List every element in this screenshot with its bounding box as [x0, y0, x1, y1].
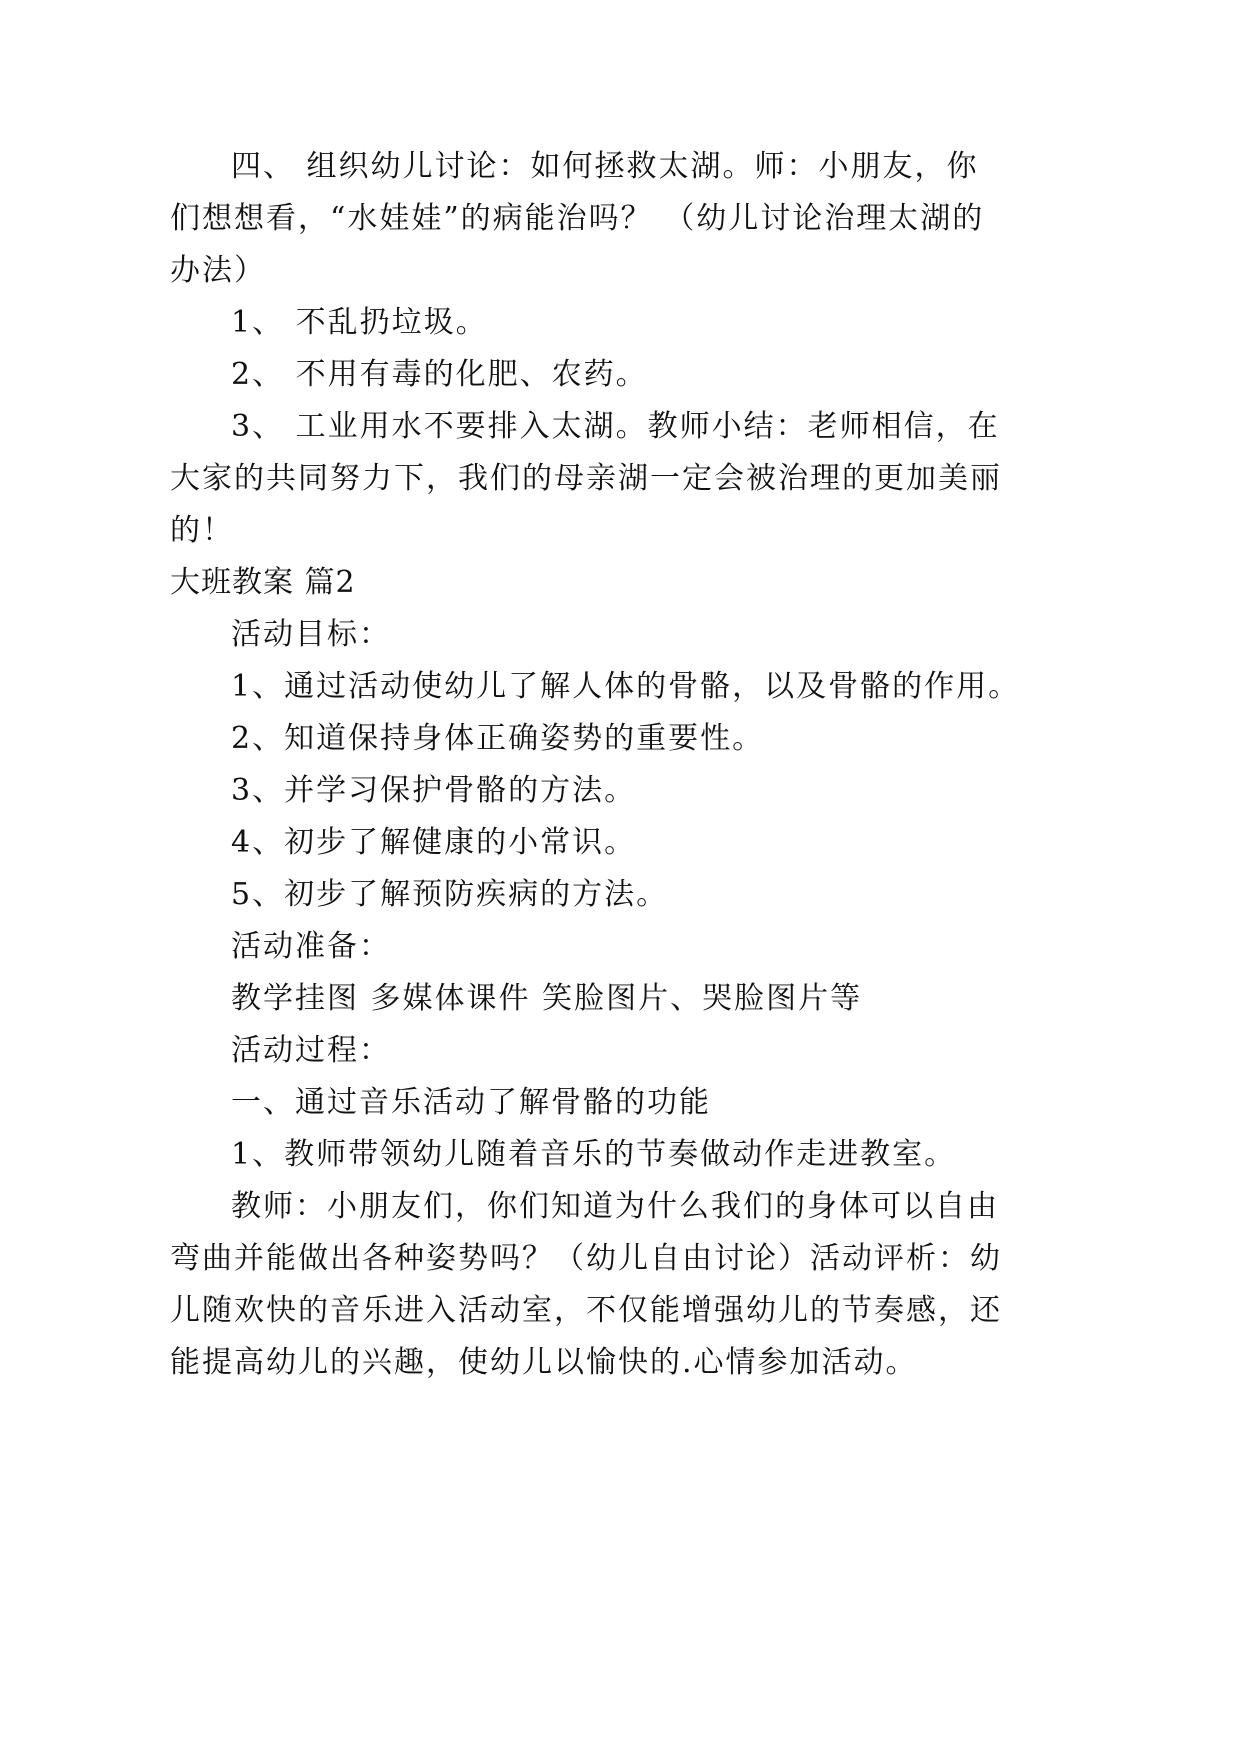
- process-title: 活动过程：: [231, 1033, 391, 1068]
- paragraph-four-line-2: 们想想看，“水娃娃”的病能治吗？ （幼儿讨论治理太湖的: [170, 201, 985, 236]
- method-item-2: 2、 不用有毒的化肥、农药。: [231, 357, 648, 392]
- step-one-item-1: 1、教师带领幼儿随着音乐的节奏做动作走进教室。: [231, 1137, 957, 1172]
- method-item-1: 1、 不乱扔垃圾。: [231, 305, 488, 340]
- goals-title: 活动目标：: [231, 617, 391, 652]
- goal-item-5: 5、初步了解预防疾病的方法。: [231, 877, 669, 912]
- paragraph-four-line-3: 办法）: [170, 253, 266, 288]
- method-item-3-line-1: 3、 工业用水不要排入太湖。教师小结：老师相信，在: [231, 409, 1000, 444]
- method-item-3-line-3: 的！: [170, 513, 234, 548]
- goal-item-1: 1、通过活动使幼儿了解人体的骨骼，以及骨骼的作用。: [231, 669, 1021, 704]
- teacher-paragraph-line-2: 弯曲并能做出各种姿势吗？（幼儿自由讨论）活动评析：幼: [170, 1241, 1002, 1276]
- goal-item-4: 4、初步了解健康的小常识。: [231, 825, 637, 860]
- teacher-paragraph-line-1: 教师：小朋友们，你们知道为什么我们的身体可以自由: [231, 1189, 999, 1224]
- paragraph-four-line-1: 四、 组织幼儿讨论：如何拯救太湖。师：小朋友，你: [231, 149, 979, 184]
- goal-item-2: 2、知道保持身体正确姿势的重要性。: [231, 721, 765, 756]
- teacher-paragraph-line-3: 儿随欢快的音乐进入活动室，不仅能增强幼儿的节奏感，还: [170, 1293, 1002, 1328]
- prep-text: 教学挂图 多媒体课件 笑脸图片、哭脸图片等: [231, 981, 863, 1016]
- goal-item-3: 3、并学习保护骨骼的方法。: [231, 773, 637, 808]
- method-item-3-line-2: 大家的共同努力下，我们的母亲湖一定会被治理的更加美丽: [170, 461, 1002, 496]
- step-one-title: 一、通过音乐活动了解骨骼的功能: [231, 1085, 711, 1120]
- prep-title: 活动准备：: [231, 929, 391, 964]
- teacher-paragraph-line-4: 能提高幼儿的兴趣，使幼儿以愉快的.心情参加活动。: [170, 1345, 918, 1380]
- lesson-heading: 大班教案 篇2: [170, 565, 356, 600]
